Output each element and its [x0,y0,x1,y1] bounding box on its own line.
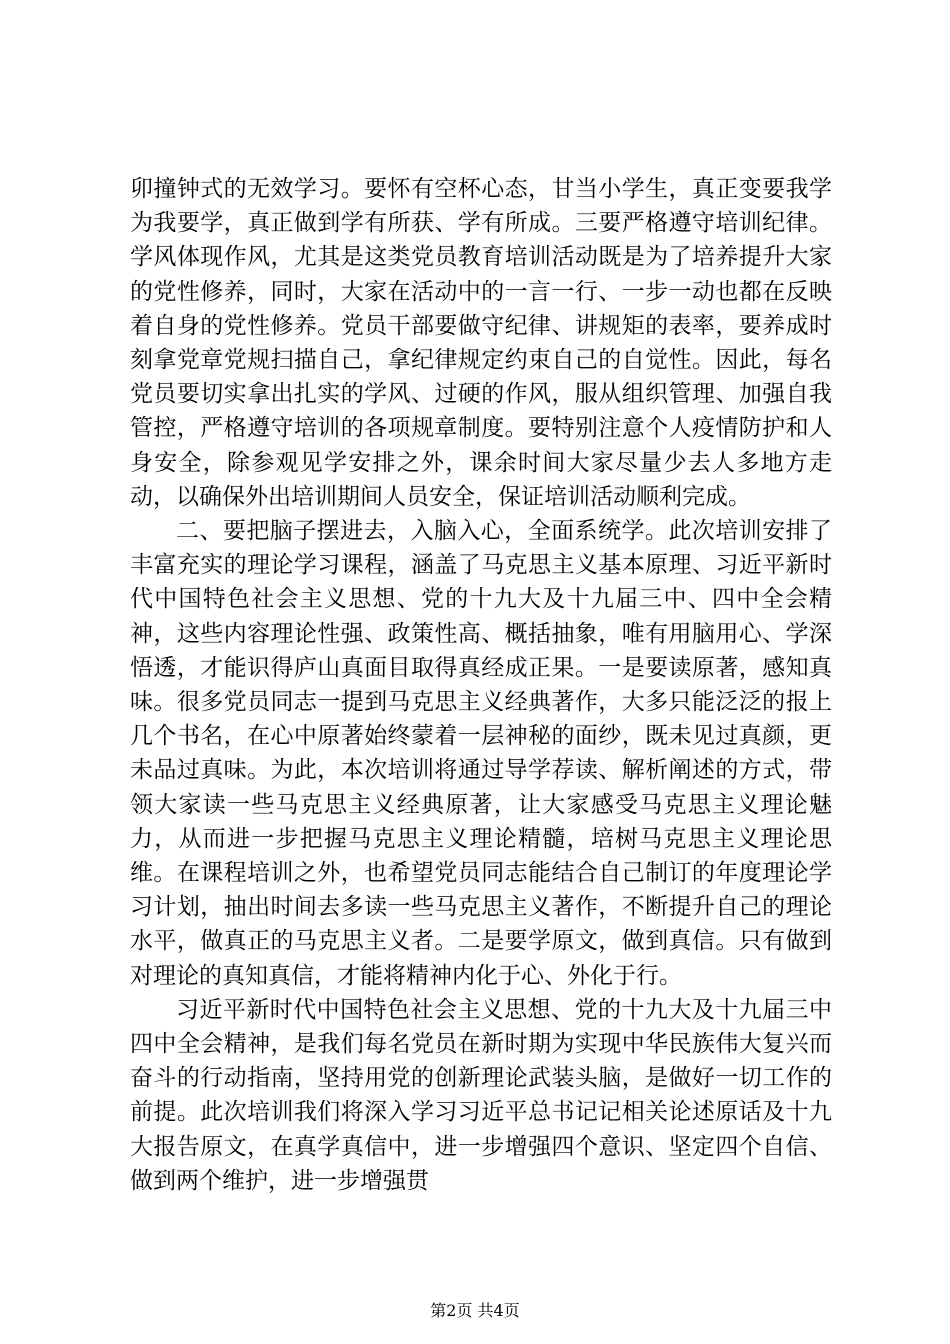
paragraph-continuation: 卯撞钟式的无效学习。要怀有空杯心态，甘当小学生，真正变要我学为我要学，真正做到学有所获、学有所成。三要严格遵守培训纪律。学风体现作风，尤其是这类党员教育培训活动既是为了培养提升大家的党性修养，同时，大家在活动中的一言一行、一步一动也都在反映着自身的党性修养。党员干部要做守纪律、讲规矩的表率，要养成时刻拿党章党规扫描自己，拿纪律规定约束自己的自觉性。因此，每名党员要切实拿出扎实的学风、过硬的作风，服从组织管理、加强自我管控，严格遵守培训的各项规章制度。要特别注意个人疫情防护和人身安全，除参观见学安排之外，课余时间大家尽量少去人多地方走动，以确保外出培训期间人员安全，保证培训活动顺利完成。 [130,176,832,510]
document-body [130,172,832,1198]
paragraph-section-two: 二、要把脑子摆进去，入脑入心，全面系统学。此次培训安排了丰富充实的理论学习课程，涵盖了马克思主义基本原理、习近平新时代中国特色社会主义思想、党的十九大及十九届三中、四中全会精神，这些内容理论性强、政策性高、概括抽象，唯有用脑用心、学深悟透，才能识得庐山真面目取得真经成正果。一是要读原著，感知真味。很多党员同志一提到马克思主义经典著作，大多只能泛泛的报上几个书名，在心中原著始终蒙着一层神秘的面纱，既未见过真颜，更未品过真味。为此，本次培训将通过导学荐读、解析阐述的方式，带领大家读一些马克思主义经典原著，让大家感受马克思主义理论魅力，从而进一步把握马克思主义理论精髓，培树马克思主义理论思维。在课程培训之外，也希望党员同志能结合自己制订的年度理论学习计划，抽出时间去多读一些马克思主义著作，不断提升自己的理论水平，做真正的马克思主义者。二是要学原文，做到真信。只有做到对理论的真知真信，才能将精神内化于心、外化于行。 [130,518,832,989]
page-number-footer: 第2页 共4页 [430,1301,520,1320]
paragraph-guiding-thought: 习近平新时代中国特色社会主义思想、党的十九大及十九届三中四中全会精神，是我们每名党员在新时期为实现中华民族伟大复兴而奋斗的行动指南，坚持用党的创新理论武装头脑，是做好一切工作的前提。此次培训我们将深入学习习近平总书记记相关论述原话及十九大报告原文，在真学真信中，进一步增强四个意识、坚定四个自信、做到两个维护，进一步增强贯 [130,996,832,1194]
